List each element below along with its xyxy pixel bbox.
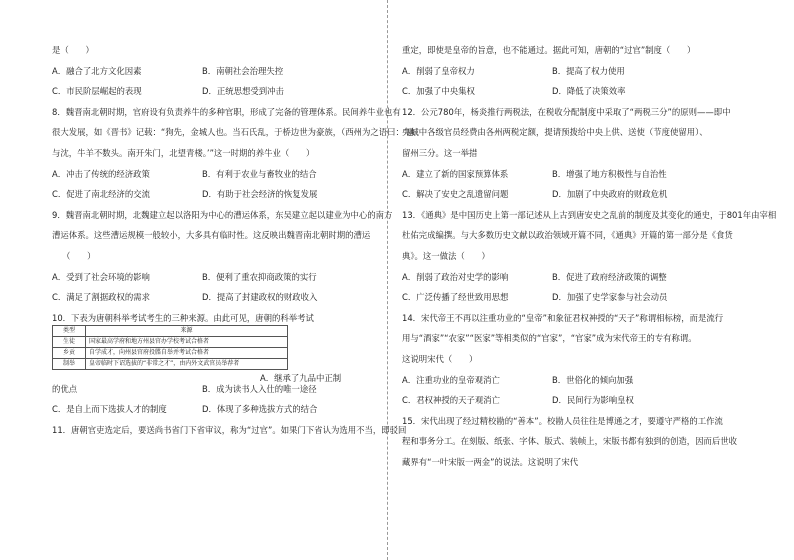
question-12-line: 央城中各级官员经费由各州两税定额，提请预拨给中央上供、送使（节度使留用）、 [402,127,708,138]
option[interactable]: D．提高了封建政权的财政收入 [202,292,318,303]
source-table-wrap [52,325,397,383]
option-row [402,394,747,406]
option-row [52,168,397,180]
option[interactable]: A．削弱了皇帝权力 [402,65,475,76]
option[interactable]: B．成为读书人入仕的唯一途径 [202,383,317,394]
option[interactable]: D．降低了决策效率 [552,86,626,97]
option[interactable]: D．有助于社会经济的恢复发展 [202,189,318,200]
table-header: 来源 [86,325,288,336]
option-row [402,85,747,97]
option-row [52,65,397,77]
table-cell: 皇帝临时下诏选拔的“非常之才”，由内外文武官员举荐者 [86,358,288,369]
question-14-line: 用与“酒家”“农家”“医家”等相类似的“官家”，“官家”成为宋代帝王的专有称谓。 [402,333,697,344]
option[interactable]: B．促进了政府经济政策的调整 [552,271,667,282]
option[interactable]: B．有利于农业与畜牧业的结合 [202,168,317,179]
question-stem: 是（ ） [52,45,94,55]
option-row [402,271,747,283]
table-cell: 自学成才，向州县官府投牒自举并考试合格者 [86,347,288,358]
option[interactable]: D．体现了多种选拔方式的结合 [202,404,318,415]
option-row [52,85,397,97]
table-cell: 生徒 [53,336,86,347]
option[interactable]: C．广泛传播了经世致用思想 [402,292,509,303]
option[interactable]: B．南朝社会治理失控 [202,65,284,76]
option-row [52,403,397,415]
option[interactable]: C．促进了南北经济的交流 [52,189,150,200]
option-row [52,291,397,303]
option[interactable]: D．民间行为影响皇权 [552,395,634,406]
question-8-line: 与沈，牛羊不数头。南开朱门，北望青楼。’”这一时期的养牛业（ ） [52,147,315,158]
question-15-line: 藏界有“一叶宋版一两金”的说法。这说明了宋代 [402,456,579,467]
question-13-line: 13．《通典》是中国历史上第一部记述从上古到唐安史之乱前的制度及其变化的通史，于801年由宰相 [402,209,777,220]
table-cell: 制举 [53,358,86,369]
question-13-line: 典》。这一做法（ ） [402,250,490,261]
option-row [402,168,747,180]
option-row [52,271,397,283]
question-15-line: 程和事务分工。在刻版、纸张、字体、版式、装帧上，宋版书都有独到的创造，因而后世收 [402,436,737,447]
option[interactable]: A．削弱了政治对史学的影响 [402,271,509,282]
table-cell: 国家最高学府和地方州县官办学校考试合格者 [86,336,288,347]
option[interactable]: D．加强了史学家参与社会动员 [552,292,668,303]
question-12-line: 12．公元780年，杨炎推行两税法，在税收分配制度中采取了“两税三分”的原则——即中 [402,106,731,117]
table-row [53,336,288,347]
table-header: 类型 [53,325,86,336]
question-9-line: 漕运体系。这些漕运规模一般较小，大多具有临时性。这反映出魏晋南北朝时期的漕运 [52,230,371,241]
option-row [402,65,747,77]
question-12-line: 留州三分。这一举措 [402,147,478,158]
option[interactable]: D．加剧了中央政府的财政危机 [552,189,668,200]
question-9-line: 9．魏晋南北朝时期，北魏建立起以洛阳为中心的漕运体系，东吴建立起以建业为中心的南方 [52,209,393,220]
left-column [52,44,415,436]
question-11-stem: 11．唐朝官吏选定后，要送尚书省门下省审议，称为“过官”。如果门下省认为选用不当，即驳回 [52,424,407,435]
option-continuation: 的优点 [52,383,78,394]
option[interactable]: B．便利了重农抑商政策的实行 [202,271,317,282]
table-row [53,347,288,358]
question-15-line: 15．宋代出现了经过精校勘的“善本”。校勘人员往往是博通之才，要遵守严格的工作流 [402,415,723,426]
option[interactable]: A．冲击了传统的经济政策 [52,168,150,179]
option[interactable]: C．解决了安史之乱遗留问题 [402,189,509,200]
option-row [402,374,747,386]
option[interactable]: C．是自上而下选拔人才的制度 [52,404,167,415]
question-14-line: 这说明宋代（ ） [402,353,478,364]
source-table [52,325,288,370]
option[interactable]: C．君权神授的天子观消亡 [402,395,500,406]
option[interactable]: B．提高了权力使用 [552,65,625,76]
table-row [53,358,288,369]
option-row [402,291,747,303]
option[interactable]: A．受到了社会环境的影响 [52,271,150,282]
option[interactable]: A．融合了北方文化因素 [52,65,142,76]
option[interactable]: A．建立了新的国家预算体系 [402,168,509,179]
option-row [52,188,397,200]
option[interactable]: B．世俗化的倾向加强 [552,374,634,385]
question-8-line: 8．魏晋南北朝时期，官府设有负责养牛的多种官职，形成了完备的管理体系。民间养牛业也有 [52,106,401,117]
question-13-line: 杜佑完成编撰。与大多数历史文献以政治领域开篇不同，《通典》开篇的第一部分是《食货 [402,230,733,241]
option-row [402,188,747,200]
question-9-line: （ ） [62,250,96,261]
question-stem: 重定，即使是皇帝的旨意，也不能通过。据此可知，唐朝的“过官”制度（ ） [402,45,696,55]
table-cell: 乡贡 [53,347,86,358]
option[interactable]: D．正统思想受到冲击 [202,86,284,97]
option[interactable]: A．继承了九品中正制 [260,372,342,383]
question-10-stem: 10．下表为唐朝科举考试考生的三种来源。由此可见，唐朝的科举考试 [52,312,314,323]
question-8-line: 很大发展，如《晋书》记载：“狗先，金城人也。当石氏乱，于桥边世为豪族，（西州为之语曰：‘融 [52,127,415,138]
option[interactable]: B．增强了地方积极性与自治性 [552,168,667,179]
option[interactable]: C．满足了割据政权的需求 [52,292,150,303]
option[interactable]: C．市民阶层崛起的表现 [52,86,142,97]
option[interactable]: A．注重功业的皇帝观消亡 [402,374,500,385]
option[interactable]: C．加强了中央集权 [402,86,475,97]
option-row [52,383,397,395]
question-14-line: 14．宋代帝王不再以注重功业的“皇帝”和象征君权神授的“天子”称谓相标榜，而是流行 [402,312,724,323]
right-column [402,44,777,468]
